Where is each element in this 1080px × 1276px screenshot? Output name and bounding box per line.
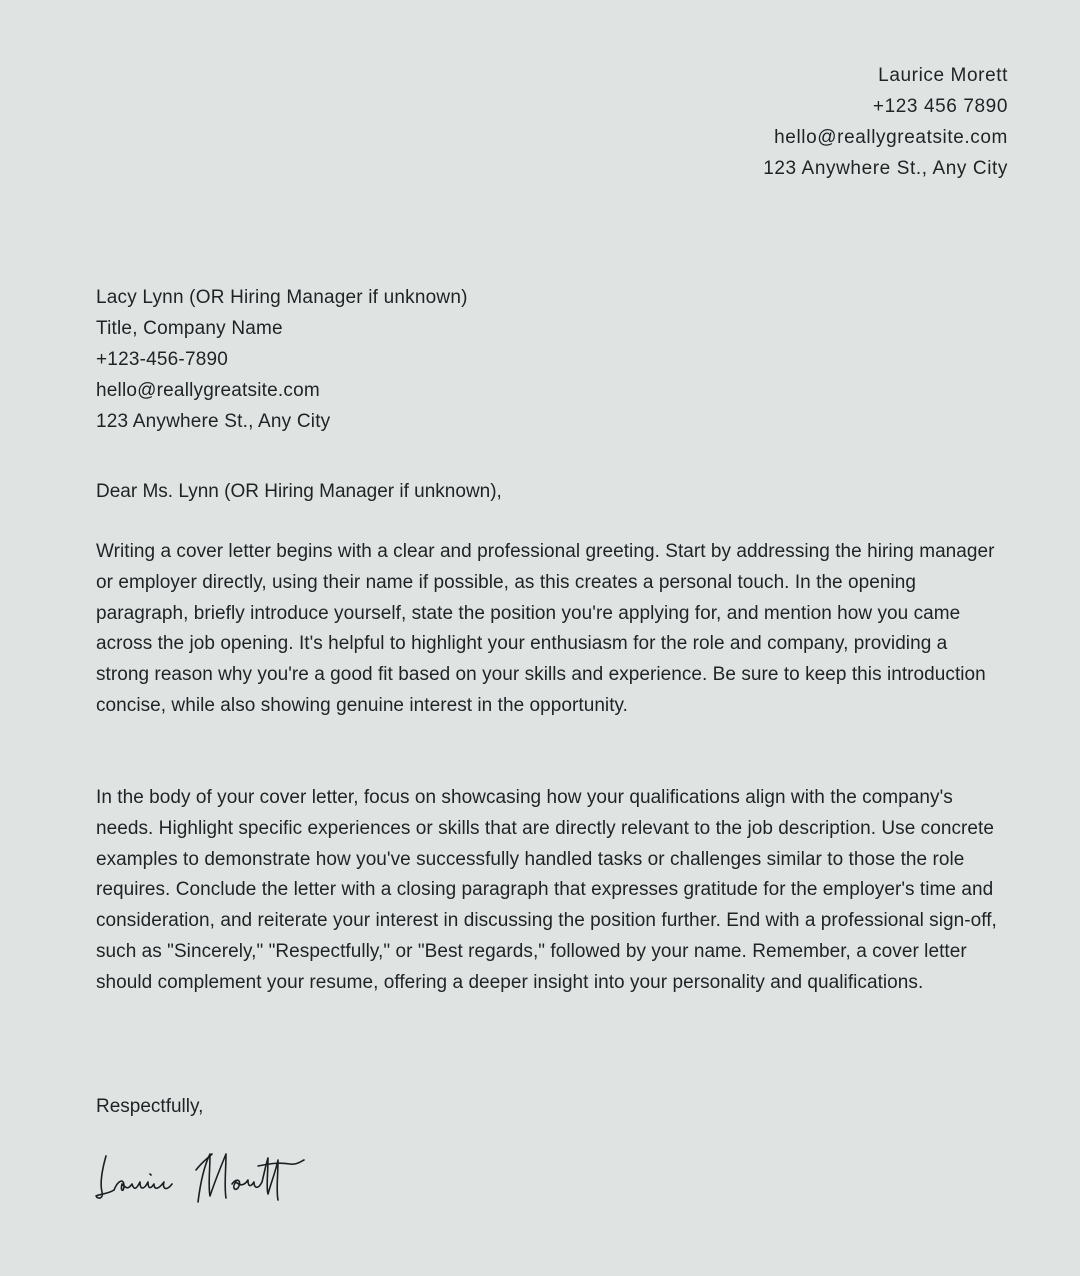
body-paragraph-2: In the body of your cover letter, focus on showcasing how your qualifications align with the company's needs. Highlight specific experiences or skills that are directly relevant to the job description. Use concrete examples to demonstrate how you've successfully handled tasks or challenges similar to those the role requires. Conclude the letter with a closing paragraph that expresses gratitude for the employer's time and consideration, and reiterate your interest in discussing the position further. End with a professional sign-off, such as "Sincerely," "Respectfully," or "Best regards," followed by your name. Remember, a cover letter should complement your resume, offering a deeper insight into your personality and qualifications. [96,787,997,993]
sender-phone: +123 456 7890 [872,96,1008,117]
salutation: Dear Ms. Lynn (OR Hiring Manager if unknown), [96,481,502,502]
closing: Respectfully, [96,1096,204,1117]
recipient-name: Lacy Lynn (OR Hiring Manager if unknown) [96,287,468,308]
body-paragraph-1: Writing a cover letter begins with a clear and professional greeting. Start by addressing the hiring manager or employer directly, using their name if possible, as this creates a personal touch. In the opening paragraph, briefly introduce yourself, state the position you're applying for, and mention how you came across the job opening. It's helpful to highlight your enthusiasm for the role and company, providing a strong reason why you're a good fit based on your skills and experience. Be sure to keep this introduction concise, while also showing genuine interest in the opportunity. [96,541,995,716]
sender-email: hello@reallygreatsite.com [774,127,1008,148]
signature-image [92,1140,322,1220]
recipient-address: 123 Anywhere St., Any City [96,411,331,432]
sender-block [763,60,1008,184]
recipient-block [96,282,468,437]
recipient-email: hello@reallygreatsite.com [96,380,320,401]
recipient-title: Title, Company Name [96,318,283,339]
sender-name: Laurice Morett [878,65,1008,86]
recipient-phone: +123-456-7890 [96,349,229,370]
sender-address: 123 Anywhere St., Any City [763,158,1008,179]
